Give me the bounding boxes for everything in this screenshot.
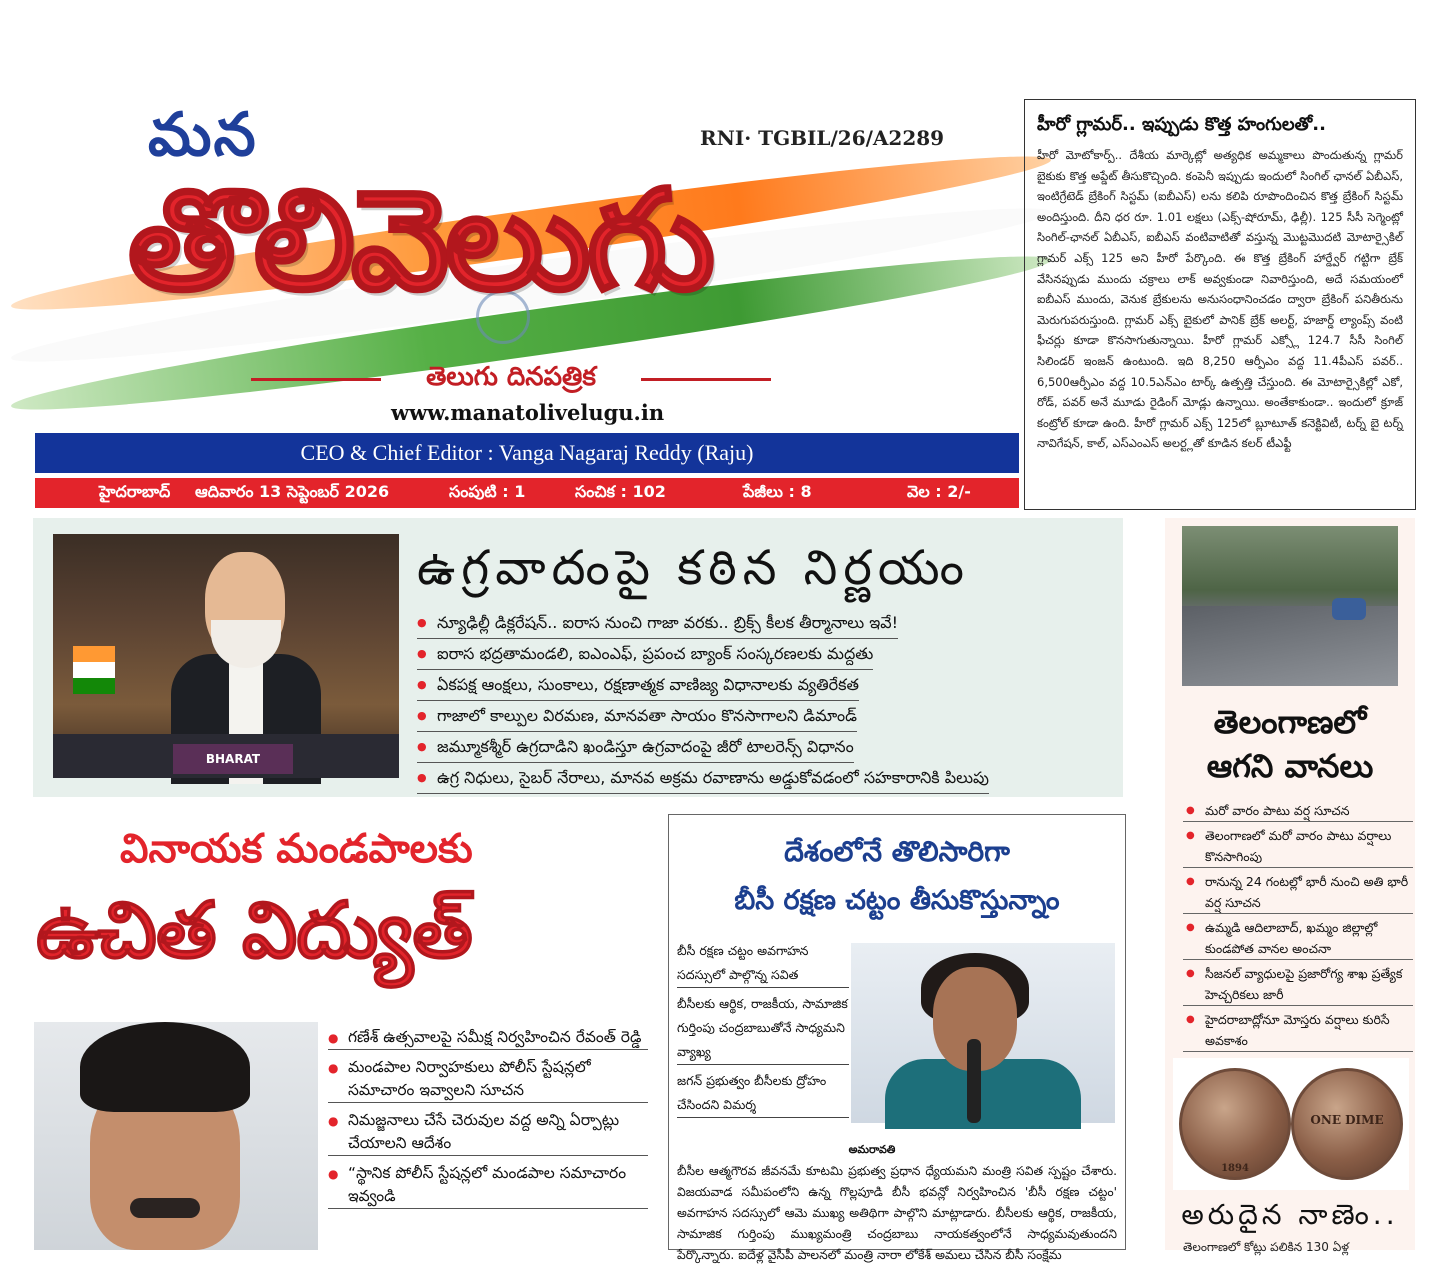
rain-bullet: ● రానున్న 24 గంటల్లో భారీ నుంచి అతి భారీ వర్ష సూచన [1183, 871, 1413, 914]
issue-info-bar [35, 478, 1019, 508]
rain-road-photo [1182, 526, 1398, 686]
lead-bullet: ● గాజాలో కాల్పుల విరమణ, మానవతా సాయం కొనసాగాలని డిమాండ్ [417, 701, 857, 732]
bc-bullet: బీసీ రక్షణ చట్టం అవగాహన సదస్సులో పాల్గొన్న సవిత [677, 939, 849, 988]
bc-bullet: జగన్ ప్రభుత్వం బీసీలకు ద్రోహం చేసిందని విమర్శ [677, 1069, 849, 1118]
coin-inscription: ONE DIME [1310, 1113, 1384, 1127]
bc-headline-line2: బీసీ రక్షణ చట్టం తీసుకొస్తున్నాం [734, 885, 1060, 916]
lead-bullet: ● న్యూఢిల్లీ డిక్లరేషన్.. ఐరాస నుంచి గాజా వరకు.. బ్రిక్స్ కీలక తీర్మానాలు ఇవే! [417, 608, 898, 639]
pages-label: పేజీలు : 8 [743, 481, 812, 501]
bc-bullet-list [677, 939, 849, 1122]
date-label: ఆదివారం 13 సెప్టెంబర్ 2026 [195, 481, 390, 501]
newspaper-logo[interactable]: తొలివెలుగు [128, 160, 711, 321]
bc-article[interactable] [668, 814, 1126, 1262]
vinayaka-headline[interactable]: వినాయక మండపాలకు [120, 826, 473, 872]
issue-label: సంచిక : 102 [575, 481, 666, 501]
lead-headline: ఉగ్రవాదంపై కఠిన నిర్ణయం [417, 540, 970, 596]
rain-bullet-list [1183, 800, 1413, 1055]
minister-photo [851, 943, 1115, 1123]
coin-year: 1894 [1221, 1163, 1249, 1174]
vinayaka-bullet-list [328, 1026, 648, 1215]
rain-bullet: ● సీజనల్ వ్యాధులపై ప్రజారోగ్య శాఖ ప్రత్యేక హెచ్చరికలు జారీ [1183, 963, 1413, 1006]
lead-photo [53, 534, 399, 778]
rain-headline-line1: తెలంగాణలో [1213, 703, 1367, 741]
masthead [36, 100, 1020, 430]
vinayaka-bullet: ● గణేశ్ ఉత్సవాలపై సమీక్ష నిర్వహించిన రేవంత్ రెడ్డి [328, 1026, 648, 1050]
car-icon [1332, 598, 1366, 620]
lead-story[interactable] [33, 518, 1123, 797]
price-label: వెల : 2/- [907, 481, 971, 501]
editor-bar: CEO & Chief Editor : Vanga Nagaraj Reddy (Raju) [35, 433, 1019, 473]
volume-label: సంపుటి : 1 [449, 481, 526, 501]
article-headline: హీరో గ్లామర్.. ఇప్పుడు కొత్త హంగులతో.. [1037, 114, 1326, 135]
rain-bullet: ● ఉమ్మడి ఆదిలాబాద్, ఖమ్మం జిల్లాల్లో కుండపోత వానల అంచనా [1183, 917, 1413, 960]
lead-bullet: ● ఐరాస భద్రతామండలి, ఐఎంఎఫ్, ప్రపంచ బ్యాంక్ సంస్కరణలకు మద్దతు [417, 639, 873, 670]
lead-bullet: ● ఏకపక్ష ఆంక్షలు, సుంకాలు, రక్షణాత్మక వాణిజ్య విధానాలకు వ్యతిరేకత [417, 670, 859, 701]
nameplate: BHARAT [173, 744, 293, 774]
rain-headline-line2: ఆగని వానలు [1206, 747, 1374, 785]
coin-subline: తెలంగాణలో కోట్లు పలికిన 130 ఏళ్ల [1183, 1240, 1349, 1254]
rain-bullet: ● తెలంగాణలో మరో వారం పాటు వర్షాలు కొనసాగింపు [1183, 825, 1413, 868]
rain-headline[interactable] [1165, 700, 1415, 788]
vinayaka-bullet: ● “స్థానిక పోలీస్ స్టేషన్లలో మండపాల సమాచారం ఇవ్వండి [328, 1162, 648, 1209]
coin-photo [1173, 1058, 1409, 1190]
website-link[interactable]: www.manatolivelugu.in [391, 400, 665, 425]
rni-number: RNI· TGBIL/26/A2289 [700, 126, 945, 150]
bc-bullet: బీసీలకు ఆర్థిక, రాజకీయ, సామాజిక గుర్తింపు చంద్రబాబుతోనే సాధ్యమని వ్యాఖ్య [677, 992, 849, 1065]
brand-prefix: మన [148, 100, 258, 170]
rain-bullet: ● మరో వారం పాటు వర్ష సూచన [1183, 800, 1413, 822]
coin-headline[interactable]: అరుదైన నాణెం.. [1181, 1198, 1399, 1231]
article-body: హీరో మోటోకార్ప్.. దేశీయ మార్కెట్లో అత్యధిక అమ్మకాలు పొందుతున్న గ్లామర్ బైకుకు కొత్త అప్డేట్ తీసుకొచ్చింది. కంపెనీ ఇప్పుడు ఇందులో సింగిల్ ఛానల్ ఏబీఎస్, ఇంటిగ్రేటెడ్ బ్రేకింగ్ సిస్టమ్ (ఐబీఎస్) లను కలిపి రూపొందించిన కొత్త బ్రేకింగ్ సిస్టమ్ అందిస్తుంది. దీని ధర రూ. 1.01 లక్షలు (ఎక్స్-షోరూమ్, ఢిల్లీ). 125 సీసీ సెగ్మెంట్లో సింగిల్-ఛానల్ ఏబీఎస్, ఐబీఎస్ వంటివాటితో వస్తున్న మొట్టమొదటి మోటార్సైకిల్ గ్లామర్ ఎక్స్ 125 అని హీరో పేర్కొంది. ఈ కొత్త బ్రేకింగ్ హార్డ్వేర్ గట్టిగా బ్రేక్ వేసినప్పుడు ముందు చక్రాలు లాక్ అవ్వకుండా నివారిస్తుంది, అదే సమయంలో ఐబీఎస్ ముందు, వెనుక బ్రేకులను అనుసంధానించడం ద్వారా బ్రేకింగ్ పనితీరును మెరుగుపరుస్తుంది. గ్లామర్ ఎక్స్ బైకులో పానిక్ బ్రేక్ అలర్ట్, హజార్డ్ ల్యాంప్స్ వంటి ఫీచర్లు కూడా కొనసాగుతున్నాయి. హీరో గ్లామర్ ఎక్స్లో 124.7 సీసీ సింగిల్ సిలిండర్ ఇంజన్ ఉంటుంది. ఇది 8,250 ఆర్పీఎం వద్ద 11.4పీఎస్ పవర్.. 6,500ఆర్పీఎం వద్ద 10.5ఎన్ఎం టార్క్ ఉత్పత్తి చేస్తుంది. ఈ మోటార్సైకిల్లో ఎకో, రోడ్, పవర్ అనే మూడు రైడింగ్ మోడ్లు ఉన్నాయి. అంతేకాకుండా.. ఇందులో క్రూజ్ కంట్రోల్ కూడా ఉంది. హీరో గ్లామర్ ఎక్స్ 125లో బ్లూటూత్ కనెక్టివిటీ, టర్న్ బై టర్న్ నావిగేషన్, కాల్, ఎస్ఎంఎస్ అలర్ట్లతో కూడిన కలర్ టీఎఫ్టీ [1037, 148, 1403, 451]
coin-front-icon [1179, 1068, 1291, 1180]
tagline: తెలుగు దినపత్రిక [261, 362, 761, 398]
bc-article-body: బీసీల ఆత్మగౌరవ జీవనమే కూటమి ప్రభుత్వ ప్రధాన ధ్యేయమని మంత్రి సవిత స్పష్టం చేశారు. విజయవాడ సమీపంలోని ఉన్న గొల్లపూడి బీసీ భవన్లో నిర్వహించిన 'బీసీ రక్షణ చట్టం' అవగాహన సదస్సులో ఆమె ముఖ్య అతిథిగా పాల్గొని మాట్లాడారు. బీసీలకు ఆర్థిక, రాజకీయ, సామాజిక గుర్తింపు ముఖ్యమంత్రి చంద్రబాబు నాయకత్వంలోనే సాధ్యమవుతుందని పేర్కొన్నారు. ఐదేళ్ల వైసీపీ పాలనలో మంత్రి నారా లోకేశ్ అమలు చేసిన బీసీ సంక్షేమ [677, 1164, 1117, 1262]
lead-bullet: ● ఉగ్ర నిధులు, సైబర్ నేరాలు, మానవ అక్రమ రవాణాను అడ్డుకోవడంలో సహకారానికి పిలుపు [417, 763, 989, 794]
vinayaka-bullet: ● నిమజ్జనాలు చేసే చెరువుల వద్ద అన్ని ఏర్పాట్లు చేయాలని ఆదేశం [328, 1109, 648, 1156]
lead-bullet: ● జమ్మూకశ్మీర్ ఉగ్రదాడిని ఖండిస్తూ ఉగ్రవాదంపై జీరో టాలరెన్స్ విధానం [417, 732, 854, 763]
city-label: హైదరాబాద్ [99, 481, 171, 501]
microphone-icon [967, 1039, 981, 1123]
coin-back-icon [1291, 1068, 1403, 1180]
vinayaka-big-headline[interactable]: ఉచిత విద్యుత్ [36, 886, 472, 976]
bc-headline-line1: దేశంలోనే తొలిసారిగా [784, 835, 1010, 868]
right-column [1165, 518, 1415, 1254]
rain-bullet: ● హైదరాబాద్లోనూ మోస్తరు వర్షాలు కురిసే అవకాశం [1183, 1009, 1413, 1052]
cm-photo [34, 1022, 318, 1250]
dateline: అమరావతి [848, 1143, 896, 1156]
vinayaka-bullet: ● మండపాల నిర్వాహకులు పోలీస్ స్టేషన్లలో సమాచారం ఇవ్వాలని సూచన [328, 1056, 648, 1103]
lead-bullet-list [417, 608, 989, 794]
hero-glamour-article[interactable] [1024, 99, 1416, 510]
indian-flag-icon [73, 646, 115, 694]
